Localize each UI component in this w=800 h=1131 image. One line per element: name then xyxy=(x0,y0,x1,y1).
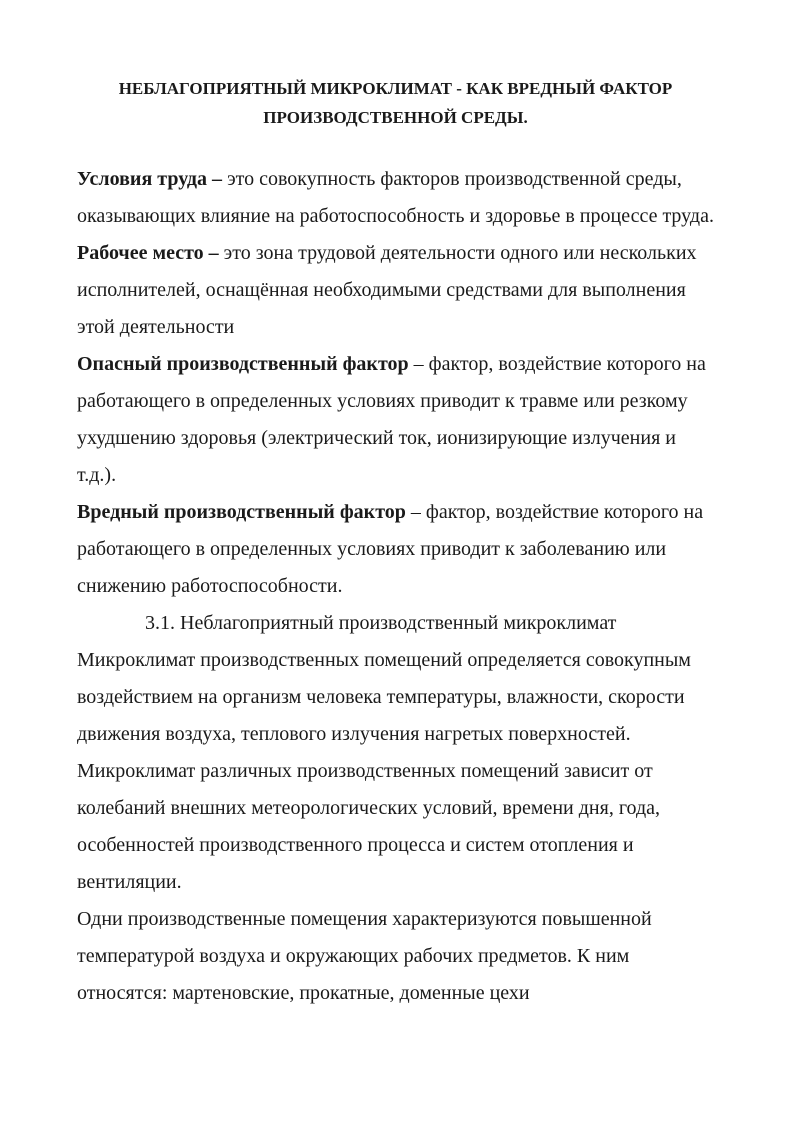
title-line-1: НЕБЛАГОПРИЯТНЫЙ МИКРОКЛИМАТ - КАК ВРЕДНЫЙ ФАКТОР xyxy=(118,79,673,98)
definition-workplace xyxy=(77,235,714,346)
title-line-2: ПРОИЗВОДСТВЕННОЙ СРЕДЫ. xyxy=(263,108,528,127)
definition-text: – фактор, воздействие которого на работающего в определенных условиях приводит к травме или резкому ухудшению здоровья (электрический ток, ионизирующие излучения и т.д.). xyxy=(77,353,706,486)
section-paragraph-2: Одни производственные помещения характеризуются повышенной температурой воздуха и окружающих рабочих предметов. К ним относятся: мартеновские, прокатные, доменные цехи xyxy=(77,908,652,1004)
definition-text: это совокупность факторов производственной среды, оказывающих влияние на работоспособность и здоровье в процессе труда. xyxy=(77,168,714,227)
document-body xyxy=(77,161,714,1012)
section-heading: 3.1. Неблагоприятный производственный микроклимат xyxy=(145,612,617,634)
definition-dangerous-factor xyxy=(77,346,714,494)
definition-term: Условия труда – xyxy=(77,168,223,190)
definition-text: это зона трудовой деятельности одного или нескольких исполнителей, оснащённая необходимыми средствами для выполнения этой деятельности xyxy=(77,242,697,338)
document-title xyxy=(77,74,714,132)
definition-working-conditions xyxy=(77,161,714,235)
definition-harmful-factor xyxy=(77,494,714,605)
definition-term: Опасный производственный фактор xyxy=(77,353,409,375)
section-paragraph-1: Микроклимат производственных помещений определяется совокупным воздействием на организм человека температуры, влажности, скорости движения воздуха, теплового излучения нагретых поверхностей. Микроклимат различных производственных помещений зависит от колебаний внешних метеорологических условий, времени дня, года, особенностей производственного процесса и систем отопления и вентиляции. xyxy=(77,649,691,893)
definition-text: – фактор, воздействие которого на работающего в определенных условиях приводит к заболеванию или снижению работоспособности. xyxy=(77,501,704,597)
definition-term: Вредный производственный фактор xyxy=(77,501,406,523)
definition-term: Рабочее место – xyxy=(77,242,219,264)
